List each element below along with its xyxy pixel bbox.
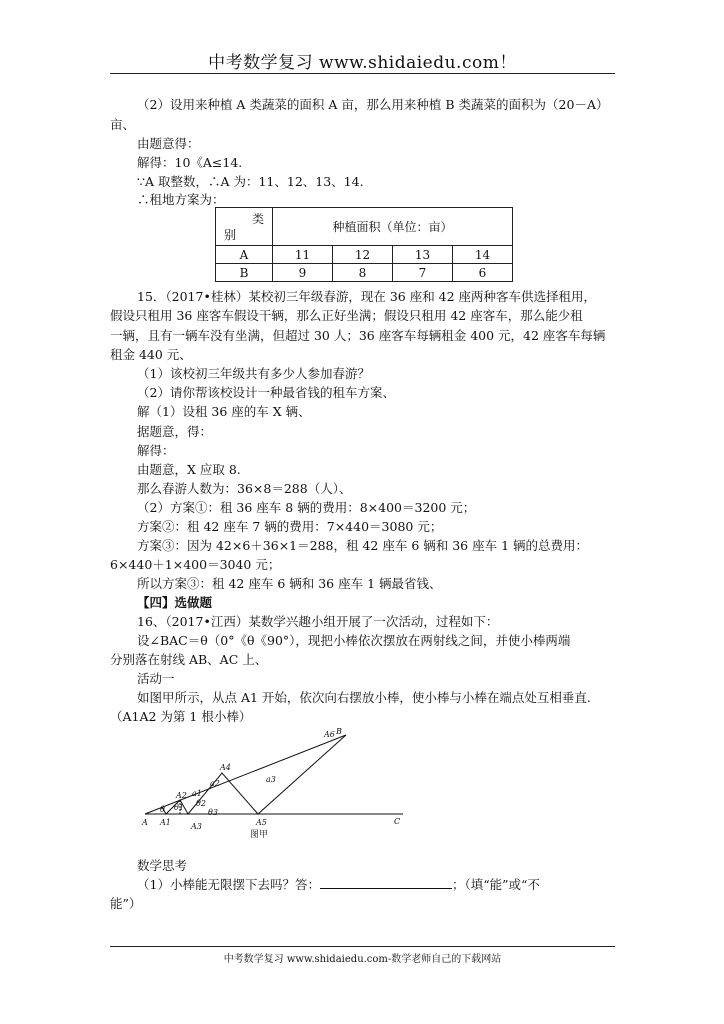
label-a-3: a3 [266,775,276,784]
text-line: 数学思考 [137,858,188,873]
text-line: 6×440＋1×400＝3040 元； [110,557,281,572]
question-line [137,877,540,893]
label-a4: A4 [220,763,231,772]
footer-rule [110,946,615,947]
label-theta2: θ2 [196,799,206,808]
page-footer: 中考数学复习 www.shidaiedu.com-数学老师自己的下载网站 [223,954,502,965]
label-b: B [336,727,342,736]
label-a1: A1 [160,818,171,827]
text-line: 假设只租用 36 座客车假设干辆，那么正好坐满；假设只租用 42 座客车，那么能少租 [110,308,583,323]
text-line: 方案②：租 42 座车 7 辆的费用：7×440＝3080 元； [137,519,443,534]
text-line: （1）该校初三年级共有多少人参加春游？ [137,366,370,381]
text-line: 租金 440 元、 [110,347,192,362]
label-a3: A3 [191,822,202,831]
text-line: 活动一 [137,671,175,686]
page-header: 中考数学复习 www.shidaiedu.com！ [208,53,517,73]
table-cell: 8 [333,264,393,282]
text-line: 那么春游人数为：36×8＝288（人）、 [137,481,352,496]
text-line: 解（1）设租 36 座的车 X 辆、 [137,404,311,419]
text-line: 15．（2017•桂林）某校初三年级春游，现在 36 座和 42 座两种客车供选择租用， [137,289,597,304]
figure-jia [138,726,410,844]
label-a-1: a1 [192,789,202,798]
table-cell: 14 [453,246,513,264]
sticks-path [162,735,346,814]
text-line: 由题意得： [137,136,200,151]
land-plan-table [215,207,513,282]
label-theta: θ [160,805,165,814]
table-corner-top: 类 [251,212,264,226]
text-line: 亩、 [110,117,136,132]
text-line: 一辆，且有一辆车没有坐满，但超过 30 人；36 座客车每辆租金 400 元，42 座客车每辆 [110,328,606,343]
text-line: 解得： [137,443,175,458]
section-heading: 【四】选做题 [137,595,213,610]
text-line: （2）设用来种植 A 类蔬菜的面积 A 亩，那么用来种植 B 类蔬菜的面积为（20－A） [137,97,609,112]
label-c: C [394,817,401,826]
text-line: 所以方案③：租 42 座车 6 辆和 36 座车 1 辆最省钱、 [137,576,442,591]
question-tail: ；（填“能”或“不 [451,877,540,892]
label-a2: A2 [176,791,187,800]
table-cell: 6 [453,264,513,282]
text-line: 如图甲所示，从点 A1 开始，依次向右摆放小棒，使小棒与小棒在端点处互相垂直. [137,690,591,705]
table-cell: 9 [273,264,333,282]
label-theta1: θ1 [174,803,184,812]
header-rule [110,73,615,74]
table-header: 种植面积（单位：亩） [273,208,513,246]
text-line: 设∠BAC＝θ（0°《θ《90°），现把小棒依次摆放在两射线之间，并使小棒两端 [137,633,571,648]
label-a5: A5 [256,818,267,827]
table-corner-bottom: 别 [224,228,237,242]
text-line: （A1A2 为第 1 根小棒） [110,709,252,724]
label-a6: A6 [324,730,335,739]
text-line: 16、（2017•江西）某数学兴趣小组开展了一次活动，过程如下： [137,614,499,629]
table-cell: 7 [393,264,453,282]
label-theta3: θ3 [208,808,218,817]
text-line: （2）方案①：租 36 座车 8 辆的费用：8×400＝3200 元； [137,500,476,515]
table-cell: 11 [273,246,333,264]
text-line: ∴租地方案为： [137,192,225,207]
text-line: 解得：10《A≤14. [137,155,243,170]
text-line: 据题意，得： [137,424,213,439]
row-label: A [216,246,273,264]
table-cell: 12 [333,246,393,264]
table-corner-cell [216,208,273,246]
text-line: 能”） [110,896,142,911]
label-a: A [142,818,148,827]
text-line: 方案③：因为 42×6＋36×1＝288，租 42 座车 6 辆和 36 座车 1 辆的总费用： [137,538,589,553]
answer-blank[interactable] [320,877,452,889]
text-line: ∵A 取整数，∴A 为：11、12、13、14. [137,174,364,189]
text-line: （2）请你帮该校设计一种最省钱的租车方案、 [137,385,395,400]
question-text: （1）小棒能无限摆下去吗？答： [137,877,320,892]
figure-caption: 图甲 [250,830,269,840]
label-a-2: a2 [210,779,220,788]
text-line: 分别落在射线 AB、AC 上、 [110,652,268,667]
row-label: B [216,264,273,282]
table-cell: 13 [393,246,453,264]
text-line: 由题意，X 应取 8. [137,462,241,477]
